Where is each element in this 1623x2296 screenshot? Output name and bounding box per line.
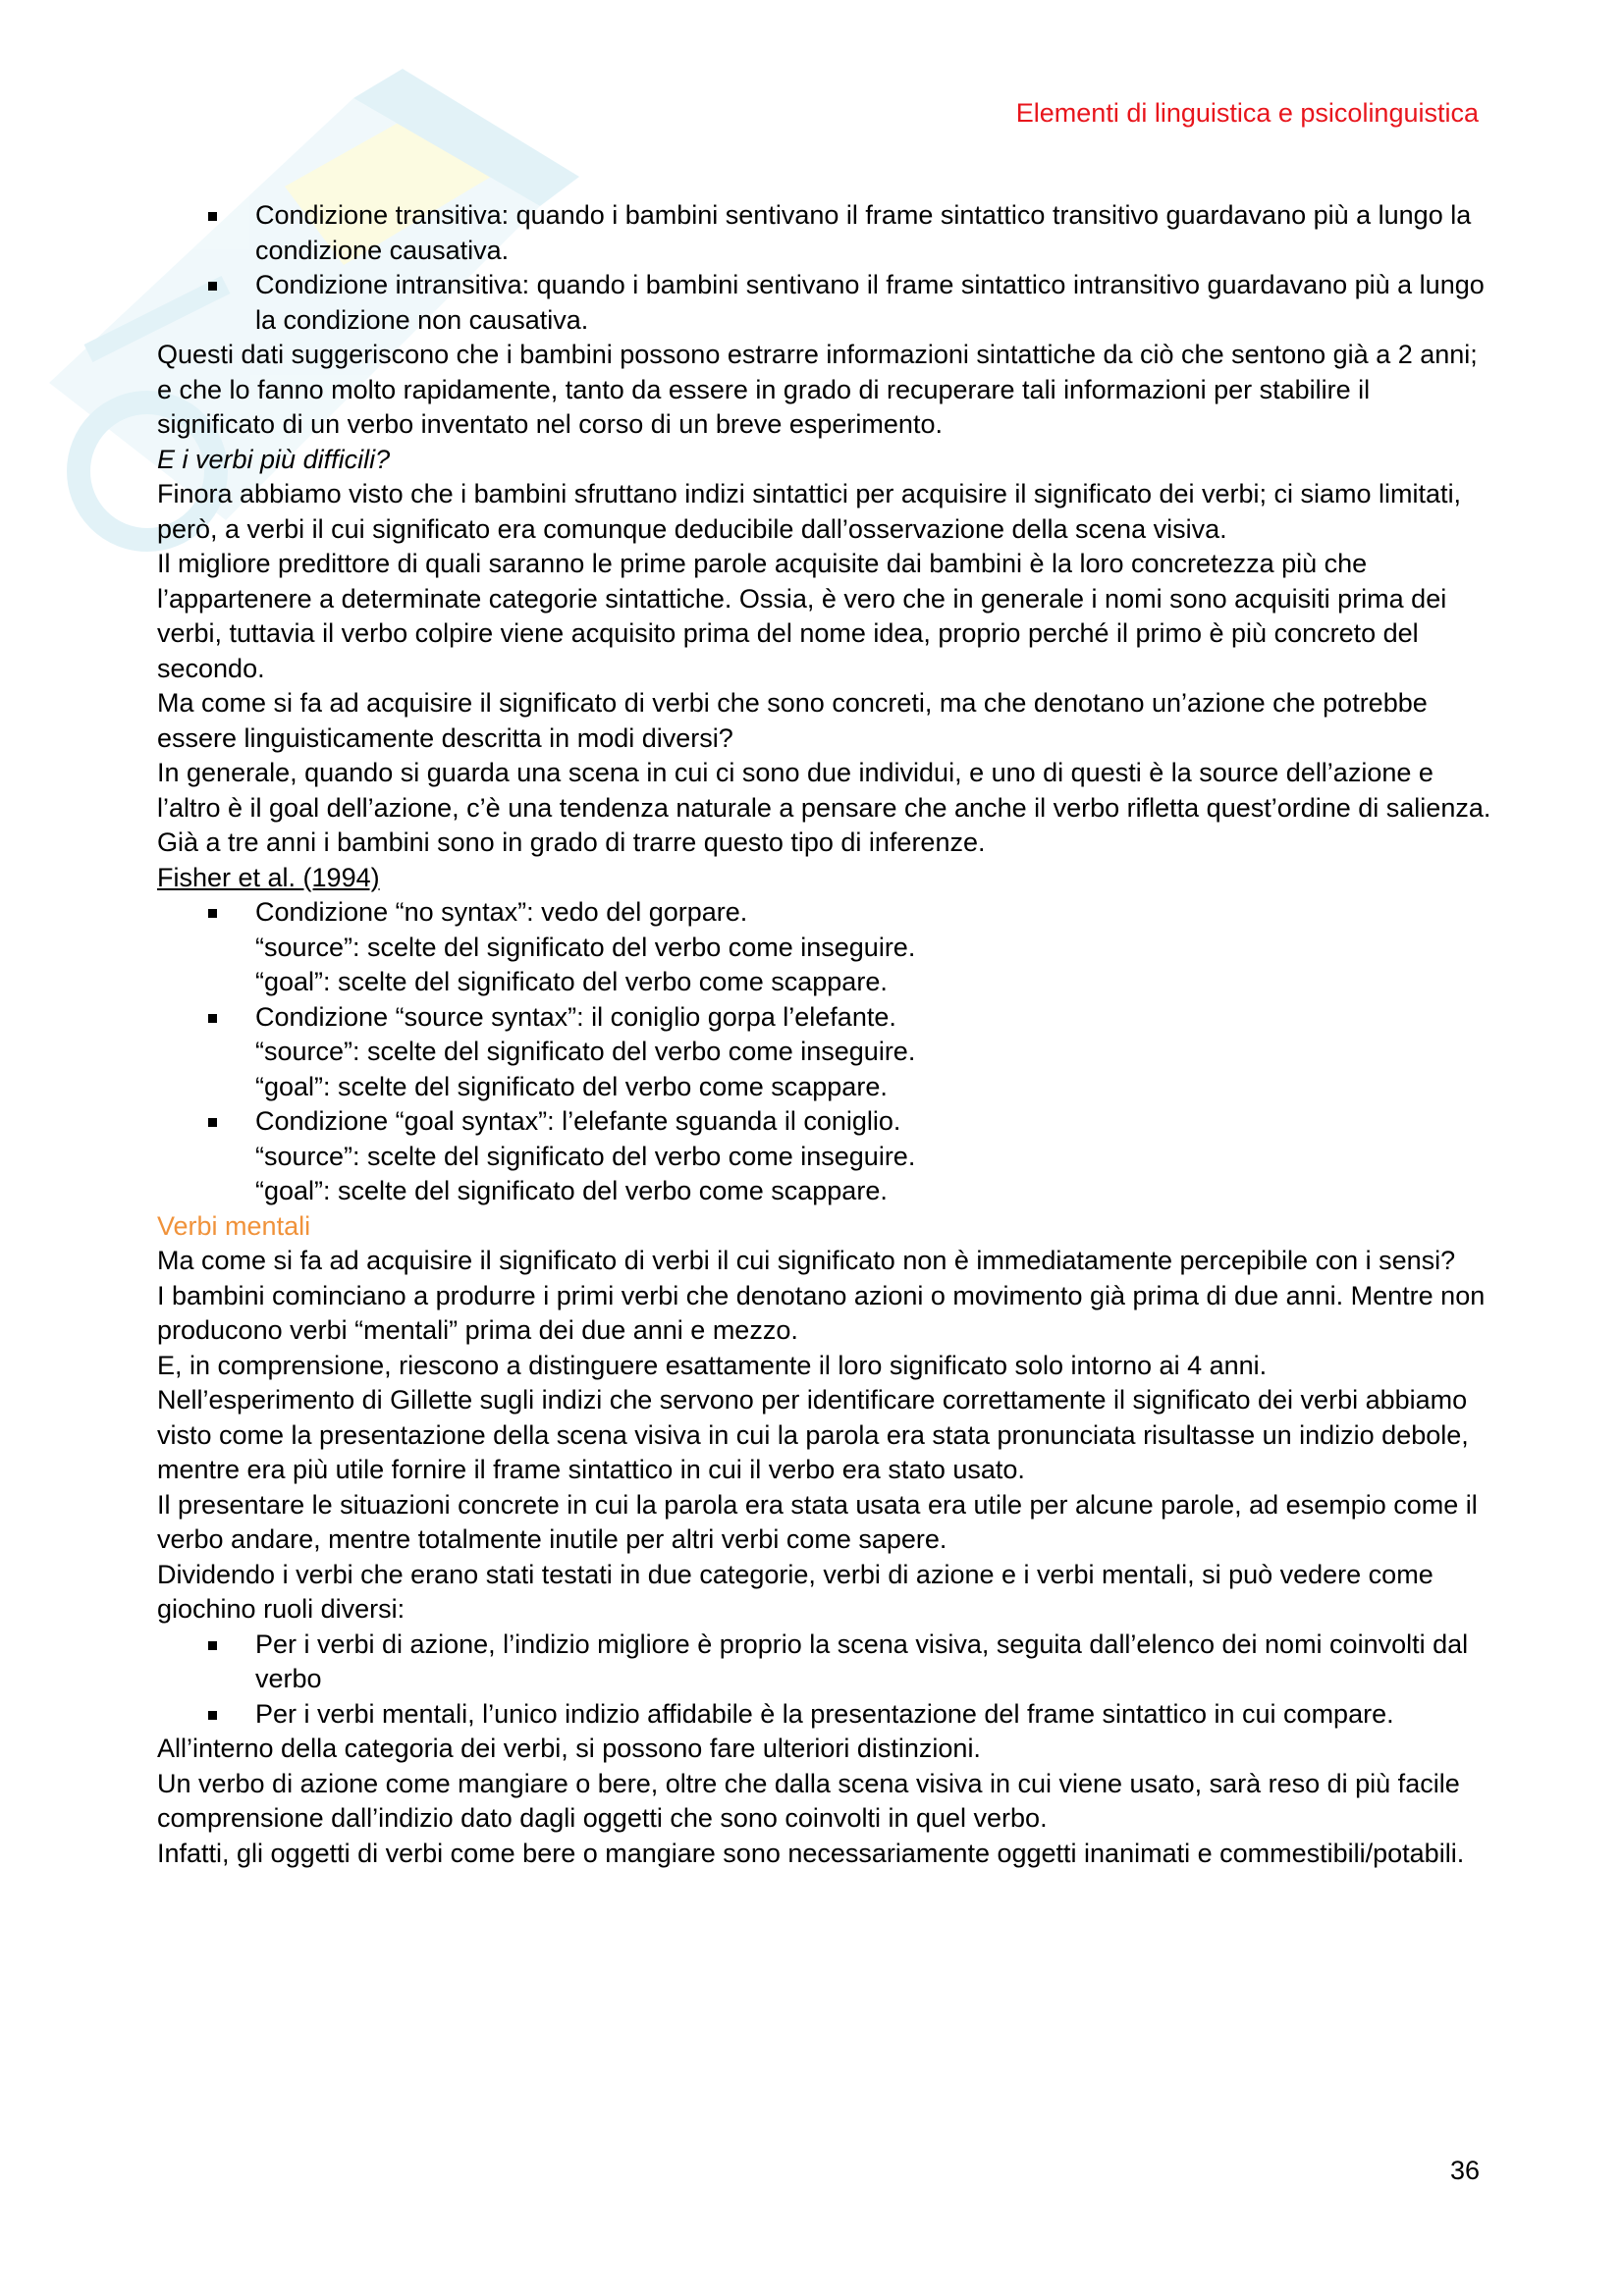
bullet-square-icon	[208, 909, 217, 918]
section-heading-verbi-mentali: Verbi mentali	[157, 1210, 311, 1241]
list-item: Condizione “goal syntax”: l’elefante sguanda il coniglio. “source”: scelte del significato del verbo come inseguire. “goal”: scelte del significato del verbo come scappare.	[157, 1104, 1492, 1209]
list-item: Per i verbi mentali, l’unico indizio affidabile è la presentazione del frame sintattico in cui compare.	[157, 1697, 1492, 1733]
paragraph: Ma come si fa ad acquisire il significato di verbi il cui significato non è immediatamente percepibile con i sensi?	[157, 1246, 1456, 1275]
page-body	[157, 198, 1492, 1871]
list-item: Condizione intransitiva: quando i bambini sentivano il frame sintattico intransitivo guardavano più a lungo la condizione non causativa.	[157, 268, 1492, 338]
bullet-square-icon	[208, 1641, 217, 1650]
paragraph: Infatti, gli oggetti di verbi come bere o mangiare sono necessariamente oggetti inanimati e commestibili/potabili.	[157, 1838, 1465, 1868]
paragraph: All’interno della categoria dei verbi, si possono fare ulteriori distinzioni.	[157, 1734, 981, 1763]
bullet-square-icon	[208, 282, 217, 291]
list-item: Condizione “source syntax”: il coniglio gorpa l’elefante. “source”: scelte del significato del verbo come inseguire. “goal”: scelte del significato del verbo come scappare.	[157, 1000, 1492, 1105]
paragraph: Il migliore predittore di quali saranno le prime parole acquisite dai bambini è la loro concretezza più che l’appartenere a determinate categorie sintattiche. Ossia, è vero che in generale i nomi sono acquisiti prima dei verbi, tuttavia il verbo colpire viene acquisito prima del nome idea, proprio perché il primo è più concreto del secondo.	[157, 549, 1447, 683]
list-item: Condizione transitiva: quando i bambini sentivano il frame sintattico transitivo guardavano più a lungo la condizione causativa.	[157, 198, 1492, 268]
paragraph: Nell’esperimento di Gillette sugli indizi che servono per identificare correttamente il significato dei verbi abbiamo visto come la presentazione della scena visiva in cui la parola era stata pronunciata risultasse un indizio debole, mentre era più utile fornire il frame sintattico in cui il verbo era stato usato.	[157, 1385, 1469, 1484]
paragraph: In generale, quando si guarda una scena in cui ci sono due individui, e uno di questi è la source dell’azione e l’altro è il goal dell’azione, c’è una tendenza naturale a pensare che anche il verbo rifletta quest’ordine di salienza.	[157, 758, 1491, 823]
bullet-list-fisher	[157, 895, 1492, 1209]
paragraph: Dividendo i verbi che erano stati testati in due categorie, verbi di azione e i verbi mentali, si può vedere come giochino ruoli diversi:	[157, 1559, 1434, 1624]
bullet-square-icon	[208, 1711, 217, 1720]
bullet-list-conditions	[157, 198, 1492, 338]
paragraph: Già a tre anni i bambini sono in grado di trarre questo tipo di inferenze.	[157, 828, 986, 857]
bullet-list-verb-types	[157, 1628, 1492, 1733]
bullet-square-icon	[208, 212, 217, 221]
paragraph: Finora abbiamo visto che i bambini sfruttano indizi sintattici per acquisire il significato dei verbi; ci siamo limitati, però, a verbi il cui significato era comunque deducibile dall’osservazione della scena visiva.	[157, 479, 1462, 544]
list-item: Per i verbi di azione, l’indizio migliore è proprio la scena visiva, seguita dall’elenco dei nomi coinvolti dal verbo	[157, 1628, 1492, 1697]
paragraph: Questi dati suggeriscono che i bambini possono estrarre informazioni sintattiche da ciò che sentono già a 2 anni; e che lo fanno molto rapidamente, tanto da essere in grado di recuperare tali informazioni per stabilire il significato di un verbo inventato nel corso di un breve esperimento.	[157, 340, 1478, 439]
section-heading-italic: E i verbi più difficili?	[157, 444, 391, 474]
list-item: Condizione “no syntax”: vedo del gorpare. “source”: scelte del significato del verbo come inseguire. “goal”: scelte del significato del verbo come scappare.	[157, 895, 1492, 1000]
bullet-square-icon	[208, 1118, 217, 1127]
page-number: 36	[1449, 2156, 1480, 2185]
paragraph: Ma come si fa ad acquisire il significato di verbi che sono concreti, ma che denotano un’azione che potrebbe essere linguisticamente descritta in modi diversi?	[157, 688, 1428, 753]
paragraph: E, in comprensione, riescono a distinguere esattamente il loro significato solo intorno ai 4 anni.	[157, 1350, 1268, 1380]
paragraph: I bambini cominciano a produrre i primi verbi che denotano azioni o movimento già prima di due anni. Mentre non producono verbi “mentali” prima dei due anni e mezzo.	[157, 1280, 1486, 1345]
paragraph: Il presentare le situazioni concrete in cui la parola era stata usata era utile per alcune parole, ad esempio come il verbo andare, mentre totalmente inutile per altri verbi come sapere.	[157, 1489, 1478, 1554]
citation-heading: Fisher et al. (1994)	[157, 862, 380, 892]
document-header-title: Elementi di linguistica e psicolinguistica	[1015, 98, 1479, 128]
bullet-square-icon	[208, 1014, 217, 1023]
paragraph: Un verbo di azione come mangiare o bere, oltre che dalla scena visiva in cui viene usato, sarà reso di più facile comprensione dall’indizio dato dagli oggetti che sono coinvolti in quel verbo.	[157, 1768, 1460, 1833]
